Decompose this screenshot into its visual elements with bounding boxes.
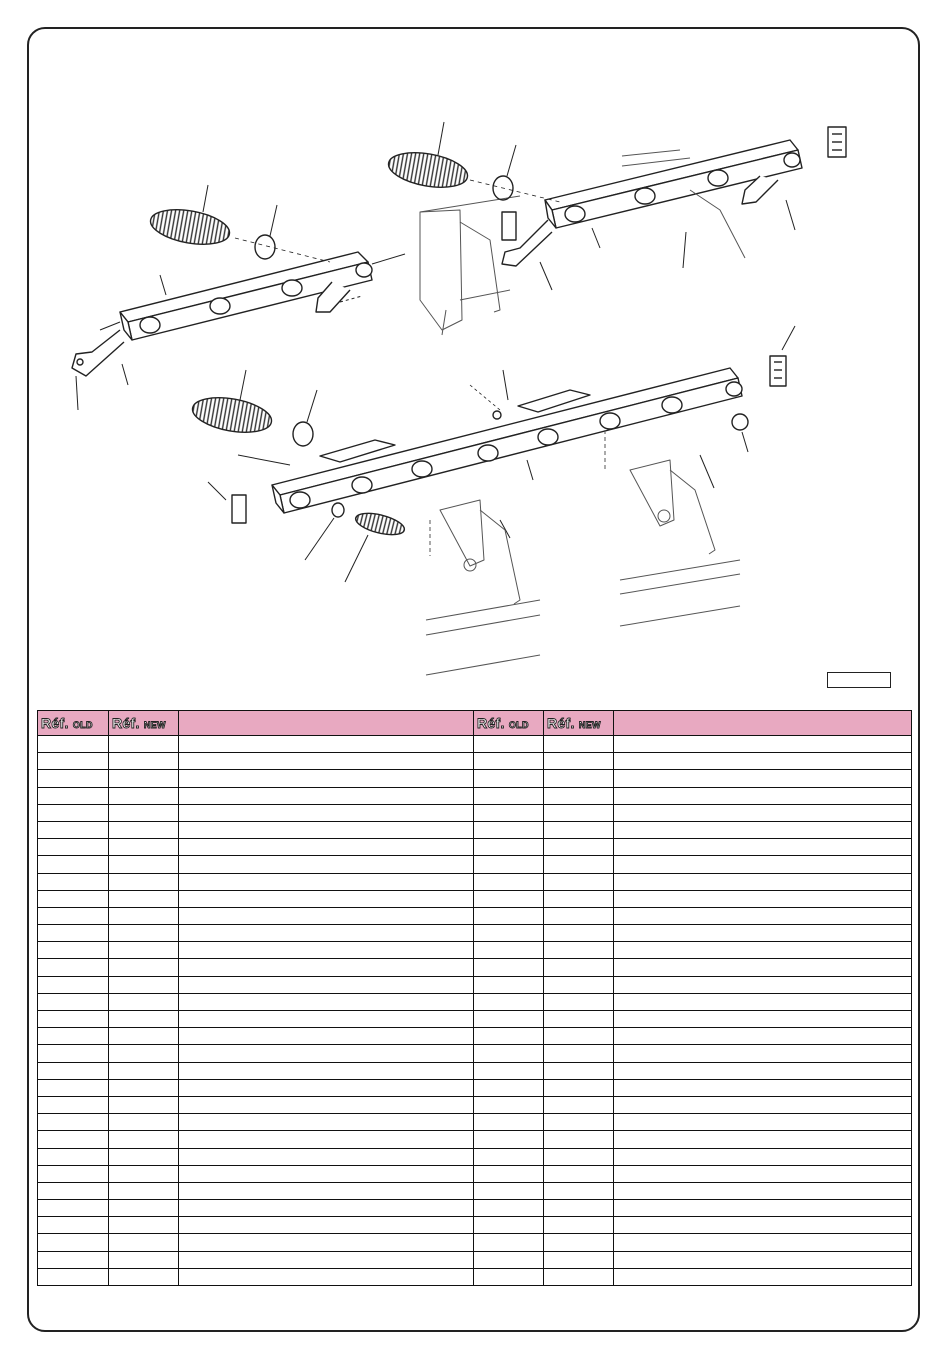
table-cell [38, 1217, 109, 1234]
table-cell [474, 1028, 544, 1045]
table-cell [179, 787, 474, 804]
table-cell [544, 907, 614, 924]
table-cell [179, 1200, 474, 1217]
bar-assembly-lower [208, 326, 795, 538]
table-cell [179, 1114, 474, 1131]
table-cell [38, 787, 109, 804]
table-cell [109, 1131, 179, 1148]
table-cell [474, 1131, 544, 1148]
table-cell [38, 856, 109, 873]
table-cell [38, 993, 109, 1010]
table-row [38, 942, 912, 959]
table-cell [179, 907, 474, 924]
table-cell [474, 1165, 544, 1182]
table-cell [544, 873, 614, 890]
table-cell [474, 787, 544, 804]
table-cell [544, 1045, 614, 1062]
table-cell [544, 1011, 614, 1028]
table-cell [109, 907, 179, 924]
table-cell [474, 1200, 544, 1217]
table-cell [109, 1045, 179, 1062]
table-cell [474, 925, 544, 942]
table-row [38, 993, 912, 1010]
table-row [38, 925, 912, 942]
bar-assembly-right [502, 127, 846, 290]
table-cell [179, 1079, 474, 1096]
table-cell [614, 976, 912, 993]
table-cell [109, 821, 179, 838]
table-cell [614, 1131, 912, 1148]
table-cell [474, 976, 544, 993]
table-cell [614, 1062, 912, 1079]
table-cell [38, 976, 109, 993]
table-cell [474, 907, 544, 924]
table-cell [179, 993, 474, 1010]
table-row [38, 1217, 912, 1234]
table-cell [109, 1234, 179, 1251]
table-cell [179, 1062, 474, 1079]
table-cell [614, 1182, 912, 1199]
hose-clamp-right [470, 145, 560, 202]
table-row [38, 839, 912, 856]
table-cell [544, 1165, 614, 1182]
table-cell [179, 873, 474, 890]
table-cell [38, 1079, 109, 1096]
table-cell [614, 821, 912, 838]
table-cell [544, 787, 614, 804]
table-cell [179, 976, 474, 993]
table-cell [38, 1131, 109, 1148]
col-ref-new-right: Réf. NEW [544, 711, 614, 736]
table-cell [474, 1079, 544, 1096]
table-cell [614, 753, 912, 770]
table-cell [474, 1062, 544, 1079]
reference-box [827, 672, 891, 688]
table-cell [38, 1251, 109, 1268]
table-cell [179, 770, 474, 787]
table-row [38, 1251, 912, 1268]
table-cell [544, 1096, 614, 1113]
table-cell [544, 959, 614, 976]
table-cell [544, 804, 614, 821]
table-cell [109, 753, 179, 770]
table-cell [179, 856, 474, 873]
mount-plates-lower [426, 430, 740, 675]
table-cell [474, 821, 544, 838]
table-cell [38, 804, 109, 821]
table-cell [544, 942, 614, 959]
table-body [38, 736, 912, 1286]
table-header-row [38, 711, 912, 736]
table-row [38, 1268, 912, 1285]
table-cell [474, 873, 544, 890]
table-cell [38, 839, 109, 856]
col-ref-old-right: Réf. OLD [474, 711, 544, 736]
table-cell [544, 1148, 614, 1165]
table-cell [474, 1114, 544, 1131]
table-cell [38, 1011, 109, 1028]
table-cell [109, 890, 179, 907]
table-cell [474, 1045, 544, 1062]
table-cell [474, 1268, 544, 1285]
table-cell [109, 1148, 179, 1165]
table-cell [474, 1182, 544, 1199]
table-row [38, 1062, 912, 1079]
table-cell [38, 736, 109, 753]
table-row [38, 1165, 912, 1182]
table-cell [474, 1096, 544, 1113]
table-row [38, 736, 912, 753]
hose-clamp-lower [293, 390, 317, 446]
table-cell [179, 1234, 474, 1251]
table-cell [109, 839, 179, 856]
table-cell [179, 821, 474, 838]
table-cell [109, 873, 179, 890]
table-cell [38, 1182, 109, 1199]
table-cell [614, 736, 912, 753]
table-cell [474, 1234, 544, 1251]
table-cell [38, 821, 109, 838]
table-cell [474, 1217, 544, 1234]
table-cell [179, 1131, 474, 1148]
col-ref-old-left: Réf. OLD [38, 711, 109, 736]
table-cell [614, 1096, 912, 1113]
table-cell [179, 804, 474, 821]
table-cell [474, 839, 544, 856]
table-cell [179, 890, 474, 907]
table-cell [179, 1011, 474, 1028]
table-cell [474, 1011, 544, 1028]
table-cell [544, 856, 614, 873]
table-cell [614, 1028, 912, 1045]
table-cell [38, 1028, 109, 1045]
table-cell [474, 1251, 544, 1268]
table-cell [544, 1217, 614, 1234]
table-cell [38, 873, 109, 890]
table-cell [179, 959, 474, 976]
table-cell [614, 1251, 912, 1268]
table-cell [544, 1268, 614, 1285]
col-description-right [614, 711, 912, 736]
table-cell [38, 925, 109, 942]
table-cell [474, 942, 544, 959]
parts-table [37, 710, 912, 1286]
table-cell [179, 942, 474, 959]
table-cell [544, 925, 614, 942]
table-cell [544, 821, 614, 838]
table-cell [544, 1028, 614, 1045]
table-cell [544, 1251, 614, 1268]
table-cell [474, 959, 544, 976]
table-cell [544, 839, 614, 856]
table-cell [179, 1268, 474, 1285]
table-row [38, 770, 912, 787]
table-row [38, 821, 912, 838]
table-cell [38, 1200, 109, 1217]
table-cell [614, 1011, 912, 1028]
table-cell [544, 770, 614, 787]
table-cell [544, 976, 614, 993]
table-row [38, 1182, 912, 1199]
table-row [38, 856, 912, 873]
table-row [38, 1200, 912, 1217]
table-cell [614, 787, 912, 804]
table-cell [614, 1079, 912, 1096]
table-cell [474, 804, 544, 821]
table-cell [109, 993, 179, 1010]
table-row [38, 907, 912, 924]
table-cell [544, 993, 614, 1010]
table-cell [38, 942, 109, 959]
table-cell [614, 1268, 912, 1285]
table-cell [109, 1182, 179, 1199]
table-cell [179, 1096, 474, 1113]
table-cell [179, 1251, 474, 1268]
table-cell [109, 1079, 179, 1096]
table-cell [614, 804, 912, 821]
table-cell [544, 1182, 614, 1199]
col-ref-new-left: Réf. NEW [109, 711, 179, 736]
table-cell [614, 1217, 912, 1234]
table-cell [38, 1045, 109, 1062]
table-row [38, 1234, 912, 1251]
table-cell [38, 1062, 109, 1079]
table-cell [109, 736, 179, 753]
table-cell [109, 804, 179, 821]
table-cell [109, 1062, 179, 1079]
table-cell [614, 1114, 912, 1131]
table-row [38, 787, 912, 804]
table-cell [544, 1200, 614, 1217]
table-cell [38, 890, 109, 907]
table-cell [38, 1114, 109, 1131]
table-cell [614, 907, 912, 924]
table-cell [614, 856, 912, 873]
table-row [38, 1045, 912, 1062]
table-cell [614, 942, 912, 959]
table-row [38, 873, 912, 890]
table-cell [109, 1011, 179, 1028]
table-cell [109, 1114, 179, 1131]
table-cell [544, 1131, 614, 1148]
table-cell [38, 1234, 109, 1251]
table-cell [179, 1165, 474, 1182]
table-row [38, 1011, 912, 1028]
table-row [38, 959, 912, 976]
table-row [38, 753, 912, 770]
table-row [38, 1096, 912, 1113]
table-cell [614, 873, 912, 890]
table-cell [614, 1234, 912, 1251]
table-row [38, 890, 912, 907]
table-cell [474, 890, 544, 907]
table-row [38, 1079, 912, 1096]
spring-sleeve-right [386, 122, 470, 193]
table-cell [544, 736, 614, 753]
table-cell [179, 1045, 474, 1062]
table-cell [614, 1045, 912, 1062]
table-cell [109, 1251, 179, 1268]
table-cell [109, 770, 179, 787]
table-cell [614, 925, 912, 942]
table-cell [38, 1165, 109, 1182]
table-cell [474, 856, 544, 873]
table-cell [109, 1200, 179, 1217]
table-cell [109, 787, 179, 804]
table-cell [614, 993, 912, 1010]
table-cell [544, 1234, 614, 1251]
table-row [38, 976, 912, 993]
table-cell [38, 959, 109, 976]
table-cell [109, 1268, 179, 1285]
table-cell [474, 736, 544, 753]
hose-clamp-left [235, 205, 330, 262]
table-cell [614, 1165, 912, 1182]
table-row [38, 1131, 912, 1148]
table-row [38, 804, 912, 821]
table-cell [614, 959, 912, 976]
table-cell [109, 856, 179, 873]
table-cell [109, 1165, 179, 1182]
table-cell [544, 890, 614, 907]
table-row [38, 1028, 912, 1045]
bar-assembly-left [72, 252, 405, 410]
table-row [38, 1114, 912, 1131]
table-cell [179, 925, 474, 942]
table-cell [38, 770, 109, 787]
table-cell [38, 1096, 109, 1113]
table-cell [614, 1148, 912, 1165]
spring-sleeve-left [148, 185, 232, 250]
table-cell [109, 1217, 179, 1234]
table-cell [544, 753, 614, 770]
table-cell [38, 907, 109, 924]
table-cell [179, 839, 474, 856]
table-cell [179, 1217, 474, 1234]
table-cell [38, 753, 109, 770]
table-cell [544, 1114, 614, 1131]
table-cell [109, 976, 179, 993]
table-cell [109, 942, 179, 959]
table-cell [179, 736, 474, 753]
table-cell [474, 753, 544, 770]
table-cell [544, 1062, 614, 1079]
table-cell [544, 1079, 614, 1096]
table-cell [614, 770, 912, 787]
table-cell [614, 1200, 912, 1217]
table-cell [474, 770, 544, 787]
table-cell [179, 1182, 474, 1199]
table-cell [614, 890, 912, 907]
table-cell [38, 1148, 109, 1165]
table-cell [614, 839, 912, 856]
table-row [38, 1148, 912, 1165]
table-cell [109, 925, 179, 942]
table-cell [474, 1148, 544, 1165]
table-cell [109, 1096, 179, 1113]
table-cell [179, 753, 474, 770]
table-cell [179, 1028, 474, 1045]
table-cell [109, 959, 179, 976]
table-cell [109, 1028, 179, 1045]
table-cell [38, 1268, 109, 1285]
col-description-left [179, 711, 474, 736]
table-cell [474, 993, 544, 1010]
table-cell [179, 1148, 474, 1165]
